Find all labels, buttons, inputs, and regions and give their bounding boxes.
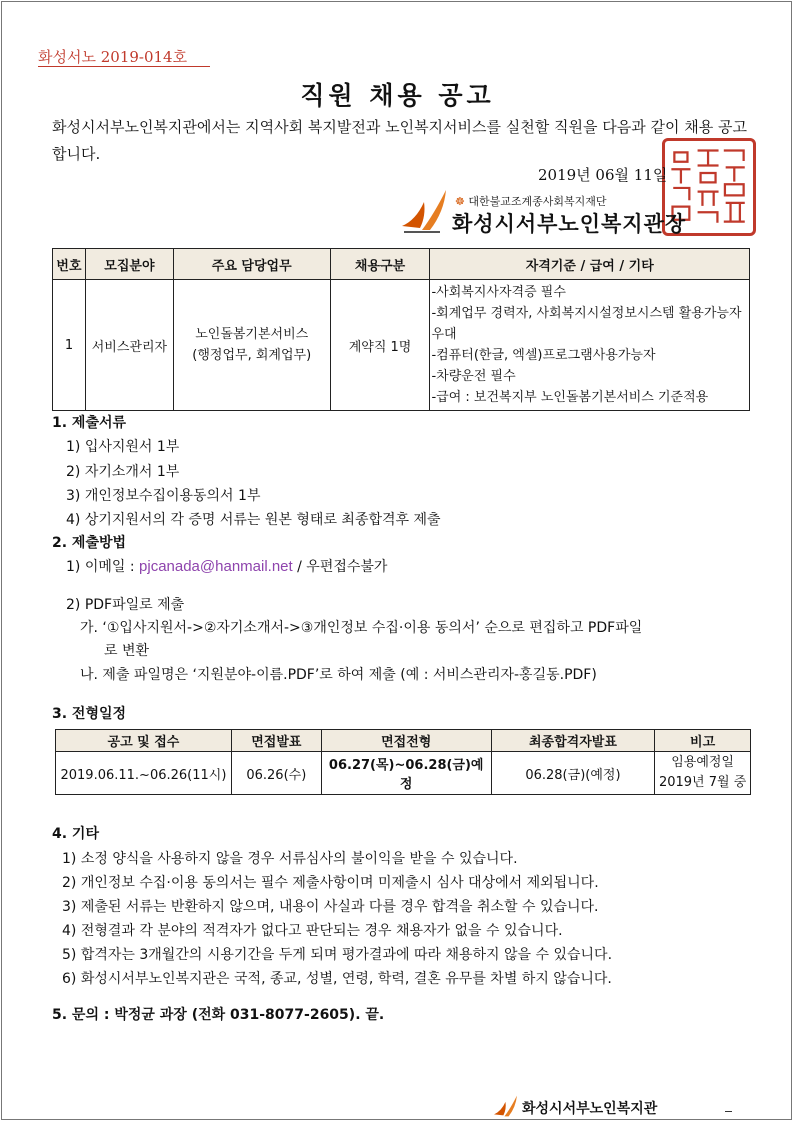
intro-paragraph: 화성시서부노인복지관에서는 지역사회 복지발전과 노인복지서비스를 실천할 직원을 다음과 같이 채용 공고합니다. [52,118,747,163]
cell-interview-notice: 06.26(수) [231,752,321,795]
list-item-continued: 로 변환 [104,643,150,659]
list-item: 나. 제출 파일명은 ‘지원분야-이름.PDF’로 하여 제출 (예 : 서비스관리자-홍길동.PDF) [80,667,597,683]
footer-dash [725,1111,732,1112]
header-announcement: 공고 및 접수 [56,730,232,752]
page-title: 직원 채용 공고 [300,81,495,110]
header-duty: 주요 담당업무 [173,249,330,280]
email-suffix: / 우편접수불가 [297,559,388,575]
contact-line: 5. 문의 : 박정균 과장 (전화 031-8077-2605). 끝. [52,1007,385,1023]
requirement-item: -급여 : 보건복지부 노인돌봄기본서비스 기준적용 [431,390,709,405]
email-line [66,556,387,576]
email-link[interactable]: pjcanada@hanmail.net [139,558,293,575]
requirement-item: -사회복지사자격증 필수 [431,285,566,300]
table-row [53,280,750,411]
schedule-table-header [56,730,751,752]
schedule-table [55,729,751,795]
duty-line: (행정업무, 회계업무) [192,348,312,363]
header-field: 모집분야 [85,249,173,280]
email-label: 1) 이메일 : [66,559,135,575]
list-item: 4) 전형결과 각 분야의 적격자가 없다고 판단되는 경우 채용자가 없을 수 있습니다. [62,923,563,939]
recruitment-table-header [53,249,750,280]
table-row [56,752,751,795]
header-interview-notice: 면접발표 [231,730,321,752]
lotus-logo-icon [400,186,450,238]
cell-requirements [430,280,750,411]
requirement-item: -회계업무 경력자, 사회복지시설정보시스템 활용가능자 우대 [431,306,742,342]
list-item: 3) 개인정보수집이용동의서 1부 [66,488,261,504]
duty-line: 노인돌봄기본서비스 [195,327,309,342]
list-item: 3) 제출된 서류는 반환하지 않으며, 내용이 사실과 다를 경우 합격을 취소할 수 있습니다. [62,899,599,915]
list-item: 2) 자기소개서 1부 [66,464,180,480]
cell-type: 계약직 1명 [330,280,430,411]
header-type: 채용구분 [330,249,430,280]
requirement-item: -차량운전 필수 [431,369,516,384]
document-number: 화성서노 2019-014호 [38,48,188,66]
footer-organization-name: 화성시서부노인복지관 [522,1101,658,1117]
cell-duty [173,280,330,411]
list-item: 2) 개인정보 수집·이용 동의서는 필수 제출사항이며 미제출시 심사 대상에서 제외됩니다. [62,875,599,891]
list-item: 5) 합격자는 3개월간의 시용기간을 두게 되며 평가결과에 따라 채용하지 않을 수 있습니다. [62,947,613,963]
header-interview: 면접전형 [321,730,491,752]
header-final-result: 최종합격자발표 [491,730,655,752]
list-item: 4) 상기지원서의 각 증명 서류는 원본 형태로 최종합격후 제출 [66,512,441,528]
list-item: 가. ‘①입사지원서->②자기소개서->③개인정보 수집·이용 동의서’ 순으로 편집하고 PDF파일 [80,620,643,636]
announcement-date: 2019년 06월 11일 [538,166,668,184]
header-requirements: 자격기준 / 급여 / 기타 [430,249,750,280]
list-item: 2) PDF파일로 제출 [66,597,185,613]
note-line: 임용예정일 [671,755,734,770]
cell-note [655,752,751,795]
section-title-submission: 2. 제출방법 [52,535,127,551]
footer-lotus-logo-icon [493,1093,519,1123]
section-title-documents: 1. 제출서류 [52,415,127,431]
list-item: 1) 입사지원서 1부 [66,439,180,455]
note-line: 2019년 7월 중 [658,775,747,790]
header-note: 비고 [655,730,751,752]
section-title-other: 4. 기타 [52,826,99,842]
header-no: 번호 [53,249,86,280]
cell-final-result: 06.28(금)(예정) [491,752,655,795]
requirement-item: -컴퓨터(한글, 엑셀)프로그램사용가능자 [431,348,656,363]
cell-field: 서비스관리자 [85,280,173,411]
foundation-name: ☸ 대한불교조계종사회복지재단 [455,195,607,208]
cell-announcement: 2019.06.11.~06.26(11시) [56,752,232,795]
document-number-underline [38,66,210,67]
list-item: 1) 소정 양식을 사용하지 않을 경우 서류심사의 불이익을 받을 수 있습니다. [62,851,518,867]
list-item: 6) 화성시서부노인복지관은 국적, 종교, 성별, 연령, 학력, 결혼 유무를 차별 하지 않습니다. [62,971,612,987]
organization-name: 화성시서부노인복지관장 [452,212,687,236]
cell-interview: 06.27(목)~06.28(금)예정 [321,752,491,795]
cell-no: 1 [53,280,86,411]
section-title-schedule: 3. 전형일정 [52,706,127,722]
recruitment-table [52,248,750,411]
wheel-icon: ☸ [455,195,465,208]
